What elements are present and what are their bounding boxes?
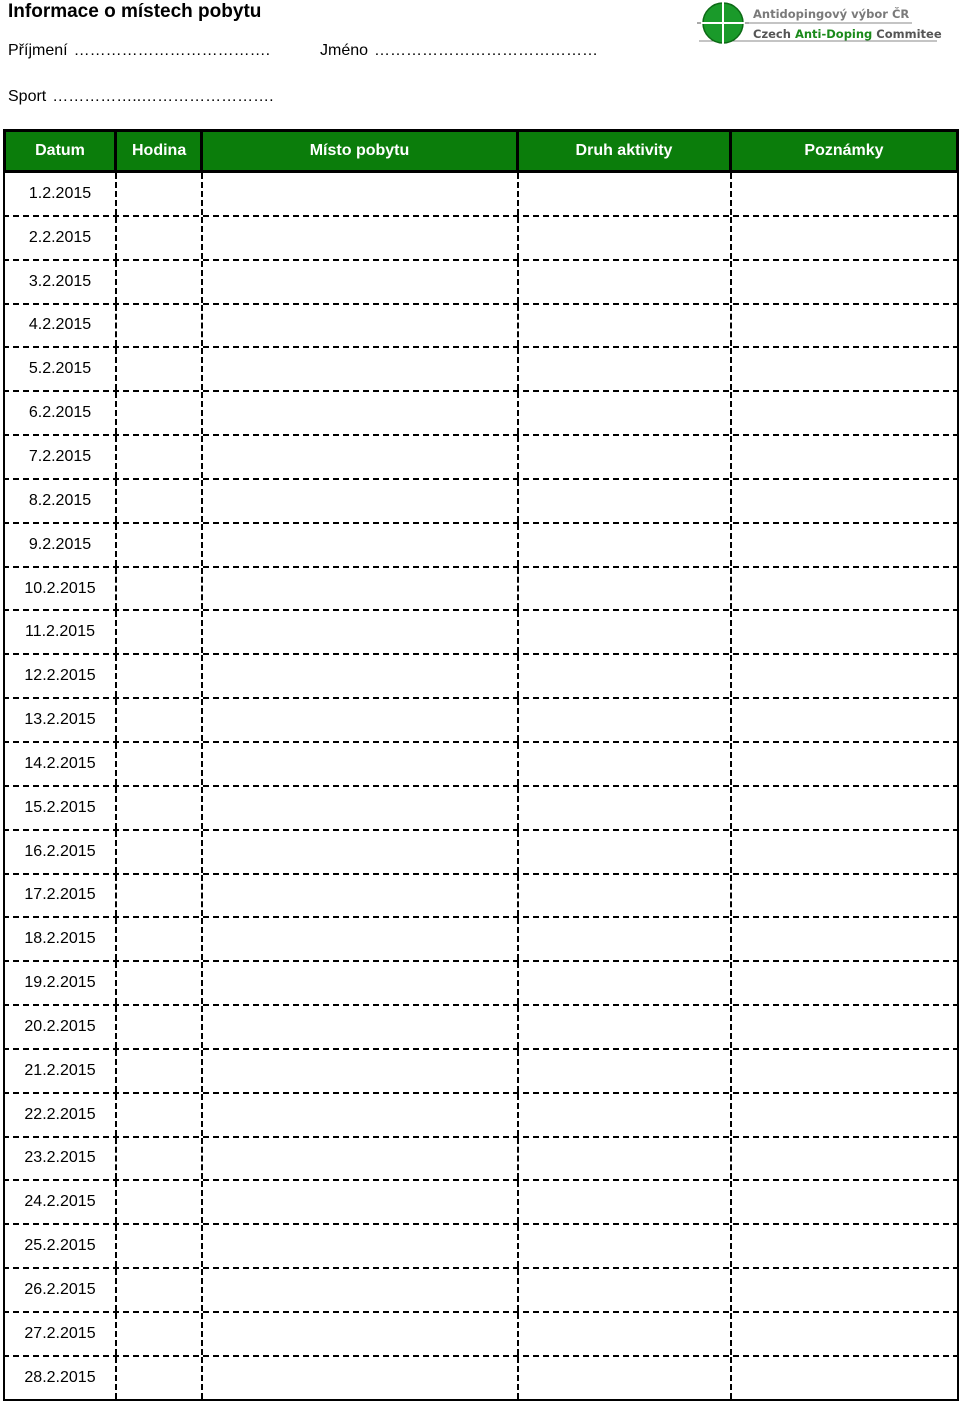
date-cell: 17.2.2015 <box>5 875 117 917</box>
table-row <box>3 918 959 962</box>
column-header-poznamky: Poznámky <box>804 142 884 159</box>
location-cell[interactable] <box>203 261 519 303</box>
location-cell[interactable] <box>203 1094 519 1136</box>
name-label: Jméno <box>320 42 369 59</box>
hour-cell[interactable] <box>117 524 203 566</box>
page-title: Informace o místech pobytu <box>8 1 262 22</box>
activity-cell[interactable] <box>519 787 732 829</box>
date-cell: 13.2.2015 <box>5 699 117 741</box>
table-row <box>3 524 959 568</box>
notes-cell[interactable] <box>732 436 957 478</box>
date-cell: 2.2.2015 <box>5 217 117 259</box>
activity-cell[interactable] <box>519 1050 732 1092</box>
table-row <box>3 568 959 612</box>
date-cell: 3.2.2015 <box>5 261 117 303</box>
table-row <box>3 1050 959 1094</box>
date-cell: 11.2.2015 <box>5 611 117 653</box>
notes-cell[interactable] <box>732 1269 957 1311</box>
date-cell: 21.2.2015 <box>5 1050 117 1092</box>
notes-cell[interactable] <box>732 173 957 215</box>
date-cell: 15.2.2015 <box>5 787 117 829</box>
notes-cell[interactable] <box>732 655 957 697</box>
date-cell: 23.2.2015 <box>5 1138 117 1180</box>
name-dots[interactable]: …………………………………… <box>374 42 599 59</box>
location-cell[interactable] <box>203 875 519 917</box>
date-cell: 22.2.2015 <box>5 1094 117 1136</box>
hour-cell[interactable] <box>117 348 203 390</box>
hour-cell[interactable] <box>117 699 203 741</box>
activity-cell[interactable] <box>519 568 732 610</box>
activity-cell[interactable] <box>519 743 732 785</box>
date-cell: 27.2.2015 <box>5 1313 117 1355</box>
table-row <box>3 831 959 875</box>
date-cell: 18.2.2015 <box>5 918 117 960</box>
table-row <box>3 699 959 743</box>
notes-cell[interactable] <box>732 480 957 522</box>
surname-dots[interactable]: ………………………………. <box>73 42 271 59</box>
hour-cell[interactable] <box>117 611 203 653</box>
activity-cell[interactable] <box>519 655 732 697</box>
notes-cell[interactable] <box>732 217 957 259</box>
hour-cell[interactable] <box>117 787 203 829</box>
sport-label: Sport <box>8 88 47 105</box>
activity-cell[interactable] <box>519 1006 732 1048</box>
hour-cell[interactable] <box>117 217 203 259</box>
date-cell: 12.2.2015 <box>5 655 117 697</box>
notes-cell[interactable] <box>732 568 957 610</box>
hour-cell[interactable] <box>117 1269 203 1311</box>
notes-cell[interactable] <box>732 261 957 303</box>
date-cell: 8.2.2015 <box>5 480 117 522</box>
date-cell: 19.2.2015 <box>5 962 117 1004</box>
location-cell[interactable] <box>203 611 519 653</box>
column-header-hodina: Hodina <box>117 132 203 170</box>
surname-label: Příjmení <box>8 42 68 59</box>
table-row <box>3 305 959 349</box>
hour-cell[interactable] <box>117 918 203 960</box>
table-row <box>3 1006 959 1050</box>
location-cell[interactable] <box>203 348 519 390</box>
hour-cell[interactable] <box>117 1357 203 1399</box>
date-cell: 6.2.2015 <box>5 392 117 434</box>
location-cell[interactable] <box>203 392 519 434</box>
activity-cell[interactable] <box>519 524 732 566</box>
activity-cell[interactable] <box>519 699 732 741</box>
table-row <box>3 436 959 480</box>
table-header <box>3 129 959 173</box>
table-row <box>3 655 959 699</box>
notes-cell[interactable] <box>732 962 957 1004</box>
table-row <box>3 173 959 217</box>
table-row <box>3 1269 959 1313</box>
activity-cell[interactable] <box>519 261 732 303</box>
hour-cell[interactable] <box>117 1313 203 1355</box>
column-header-misto-pobytu: Místo pobytu <box>203 132 519 170</box>
table-row <box>3 1313 959 1357</box>
table-row <box>3 1138 959 1182</box>
activity-cell[interactable] <box>519 217 732 259</box>
logo-text-english: Czech Anti-Doping Commitee <box>753 27 942 41</box>
date-cell: 7.2.2015 <box>5 436 117 478</box>
location-cell[interactable] <box>203 655 519 697</box>
notes-cell[interactable] <box>732 1225 957 1267</box>
location-cell[interactable] <box>203 962 519 1004</box>
table-row <box>3 348 959 392</box>
hour-cell[interactable] <box>117 1050 203 1092</box>
column-header-datum: Datum <box>6 132 117 170</box>
location-cell[interactable] <box>203 305 519 347</box>
activity-cell[interactable] <box>519 1181 732 1223</box>
notes-cell[interactable] <box>732 1050 957 1092</box>
date-cell: 20.2.2015 <box>5 1006 117 1048</box>
activity-cell[interactable] <box>519 480 732 522</box>
whereabouts-table <box>3 129 959 1401</box>
notes-cell[interactable] <box>732 743 957 785</box>
location-cell[interactable] <box>203 743 519 785</box>
hour-cell[interactable] <box>117 875 203 917</box>
notes-cell[interactable] <box>732 305 957 347</box>
activity-cell[interactable] <box>519 611 732 653</box>
date-cell: 16.2.2015 <box>5 831 117 873</box>
hour-cell[interactable] <box>117 568 203 610</box>
date-cell: 4.2.2015 <box>5 305 117 347</box>
table-row <box>3 611 959 655</box>
location-cell[interactable] <box>203 1357 519 1399</box>
location-cell[interactable] <box>203 217 519 259</box>
table-row <box>3 217 959 261</box>
location-cell[interactable] <box>203 480 519 522</box>
activity-cell[interactable] <box>519 962 732 1004</box>
hour-cell[interactable] <box>117 392 203 434</box>
name-field[interactable] <box>320 42 598 60</box>
hour-cell[interactable] <box>117 1138 203 1180</box>
location-cell[interactable] <box>203 1181 519 1223</box>
hour-cell[interactable] <box>117 1006 203 1048</box>
table-row <box>3 480 959 524</box>
activity-cell[interactable] <box>519 436 732 478</box>
location-cell[interactable] <box>203 436 519 478</box>
hour-cell[interactable] <box>117 436 203 478</box>
column-header-druh-aktivity: Druh aktivity <box>519 132 732 170</box>
date-cell: 26.2.2015 <box>5 1269 117 1311</box>
table-row <box>3 743 959 787</box>
table-row <box>3 1225 959 1269</box>
activity-cell[interactable] <box>519 875 732 917</box>
logo-text-czech: Antidopingový výbor ČR <box>753 7 910 21</box>
location-cell[interactable] <box>203 1269 519 1311</box>
location-cell[interactable] <box>203 1050 519 1092</box>
hour-cell[interactable] <box>117 743 203 785</box>
hour-cell[interactable] <box>117 1225 203 1267</box>
activity-cell[interactable] <box>519 1357 732 1399</box>
activity-cell[interactable] <box>519 173 732 215</box>
date-cell: 28.2.2015 <box>5 1357 117 1399</box>
table-row <box>3 261 959 305</box>
location-cell[interactable] <box>203 699 519 741</box>
date-cell: 10.2.2015 <box>5 568 117 610</box>
location-cell[interactable] <box>203 831 519 873</box>
location-cell[interactable] <box>203 1313 519 1355</box>
table-row <box>3 1181 959 1225</box>
table-row <box>3 1357 959 1401</box>
notes-cell[interactable] <box>732 1006 957 1048</box>
activity-cell[interactable] <box>519 1138 732 1180</box>
table-row <box>3 787 959 831</box>
notes-cell[interactable] <box>732 392 957 434</box>
date-cell: 5.2.2015 <box>5 348 117 390</box>
activity-cell[interactable] <box>519 1313 732 1355</box>
sport-field[interactable] <box>8 88 274 106</box>
notes-cell[interactable] <box>732 1357 957 1399</box>
location-cell[interactable] <box>203 173 519 215</box>
date-cell: 24.2.2015 <box>5 1181 117 1223</box>
notes-cell[interactable] <box>732 699 957 741</box>
activity-cell[interactable] <box>519 1094 732 1136</box>
notes-cell[interactable] <box>732 831 957 873</box>
hour-cell[interactable] <box>117 305 203 347</box>
hour-cell[interactable] <box>117 1094 203 1136</box>
hour-cell[interactable] <box>117 261 203 303</box>
activity-cell[interactable] <box>519 305 732 347</box>
activity-cell[interactable] <box>519 831 732 873</box>
activity-cell[interactable] <box>519 1269 732 1311</box>
notes-cell[interactable] <box>732 524 957 566</box>
notes-cell[interactable] <box>732 1094 957 1136</box>
table-row <box>3 962 959 1006</box>
date-cell: 25.2.2015 <box>5 1225 117 1267</box>
notes-cell[interactable] <box>732 875 957 917</box>
notes-cell[interactable] <box>732 787 957 829</box>
notes-cell[interactable] <box>732 611 957 653</box>
date-cell: 14.2.2015 <box>5 743 117 785</box>
hour-cell[interactable] <box>117 655 203 697</box>
notes-cell[interactable] <box>732 1313 957 1355</box>
activity-cell[interactable] <box>519 392 732 434</box>
date-cell: 1.2.2015 <box>5 173 117 215</box>
date-cell: 9.2.2015 <box>5 524 117 566</box>
surname-field[interactable] <box>8 42 270 60</box>
hour-cell[interactable] <box>117 173 203 215</box>
table-body <box>3 173 959 1401</box>
location-cell[interactable] <box>203 1006 519 1048</box>
location-cell[interactable] <box>203 568 519 610</box>
sport-dots[interactable]: ……………..……………………. <box>52 88 274 105</box>
logo <box>697 2 947 46</box>
activity-cell[interactable] <box>519 1225 732 1267</box>
table-row <box>3 392 959 436</box>
activity-cell[interactable] <box>519 348 732 390</box>
location-cell[interactable] <box>203 1138 519 1180</box>
location-cell[interactable] <box>203 524 519 566</box>
notes-cell[interactable] <box>732 1138 957 1180</box>
notes-cell[interactable] <box>732 348 957 390</box>
location-cell[interactable] <box>203 1225 519 1267</box>
table-row <box>3 875 959 919</box>
table-row <box>3 1094 959 1138</box>
hour-cell[interactable] <box>117 1181 203 1223</box>
hour-cell[interactable] <box>117 480 203 522</box>
location-cell[interactable] <box>203 918 519 960</box>
location-cell[interactable] <box>203 787 519 829</box>
activity-cell[interactable] <box>519 918 732 960</box>
notes-cell[interactable] <box>732 1181 957 1223</box>
hour-cell[interactable] <box>117 962 203 1004</box>
hour-cell[interactable] <box>117 831 203 873</box>
notes-cell[interactable] <box>732 918 957 960</box>
